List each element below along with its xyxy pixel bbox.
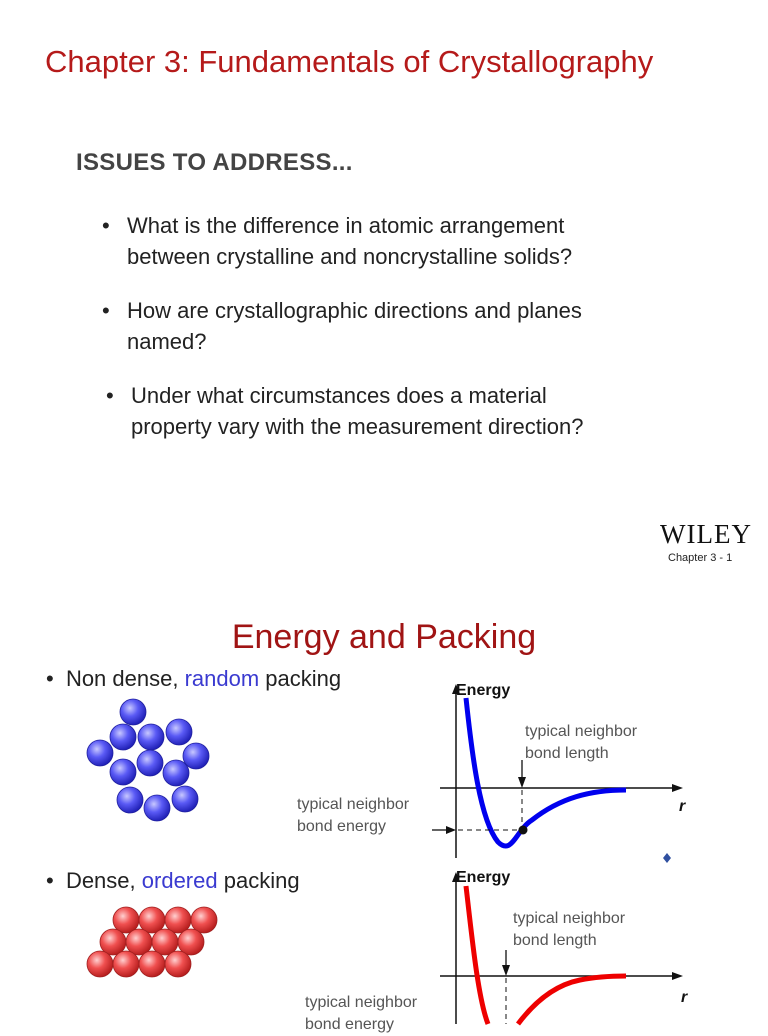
ordered-suffix: packing <box>217 868 300 893</box>
label-line: typical neighbor <box>305 994 418 1011</box>
x-axis-arrow <box>672 972 683 980</box>
label-line: bond energy <box>305 1016 394 1033</box>
issues-heading: ISSUES TO ADDRESS... <box>76 149 353 176</box>
bullet-line: What is the difference in atomic arrangement <box>127 213 565 238</box>
label-line: typical neighbor <box>297 796 410 813</box>
energy-axis-label: Energy <box>456 682 511 699</box>
label-line: typical neighbor <box>525 723 638 740</box>
bond-length-label <box>525 721 637 765</box>
bullet-text <box>131 380 691 442</box>
x-axis-arrow <box>672 784 683 792</box>
bullet-glyph: • <box>102 213 110 238</box>
ordered-packing-diagram <box>82 903 227 983</box>
bond-energy-label <box>305 992 418 1033</box>
random-prefix: Non dense, <box>65 666 185 691</box>
bullet-text <box>127 210 687 272</box>
bond-energy-arrow-head <box>446 826 456 834</box>
bullet-glyph: • <box>106 383 114 408</box>
r-axis-label: r <box>681 989 688 1006</box>
label-line: typical neighbor <box>513 910 626 927</box>
energy-axis-label: Energy <box>456 869 511 886</box>
bullet-glyph: • <box>102 298 110 323</box>
energy-graph-random <box>420 680 700 865</box>
equilibrium-point <box>519 826 528 835</box>
bullet-item-2 <box>102 295 702 359</box>
bond-energy-label <box>297 794 409 838</box>
bullet-text <box>127 295 687 357</box>
random-atoms <box>87 699 209 821</box>
ordered-packing-bullet <box>46 868 300 894</box>
energy-curve-red <box>466 886 626 1024</box>
bullet-line: between crystalline and noncrystalline solids? <box>127 244 573 269</box>
bullet-item-3 <box>106 380 706 444</box>
bullet-line: named? <box>127 329 207 354</box>
bullet-line: property vary with the measurement direction? <box>131 414 584 439</box>
bullet-glyph: • <box>46 666 54 691</box>
ordered-atoms <box>87 907 217 977</box>
r-axis-label: r <box>679 798 686 815</box>
slide-number: Chapter 3 - 1 <box>668 552 733 564</box>
bond-length-arrow-head <box>502 965 510 976</box>
bullet-glyph: • <box>46 868 54 893</box>
label-line: bond length <box>513 932 597 949</box>
random-highlight: random <box>184 666 260 691</box>
random-packing-bullet <box>46 666 341 692</box>
slide1-title: Chapter 3: Fundamentals of Crystallography <box>45 44 654 79</box>
label-line: bond energy <box>297 818 386 835</box>
wiley-logo: WILEY <box>660 519 752 549</box>
small-marker <box>663 853 671 863</box>
slide2-title: Energy and Packing <box>231 618 537 656</box>
ordered-prefix: Dense, <box>65 868 142 893</box>
random-suffix: packing <box>259 666 342 691</box>
random-packing-diagram <box>80 695 220 825</box>
ordered-highlight: ordered <box>141 868 218 893</box>
label-line: bond length <box>525 745 609 762</box>
bond-length-label <box>513 908 625 952</box>
bond-length-arrow-head <box>518 777 526 788</box>
bullet-line: Under what circumstances does a material <box>131 383 547 408</box>
bullet-line: How are crystallographic directions and planes <box>127 298 582 323</box>
bullet-item-1 <box>102 210 702 274</box>
